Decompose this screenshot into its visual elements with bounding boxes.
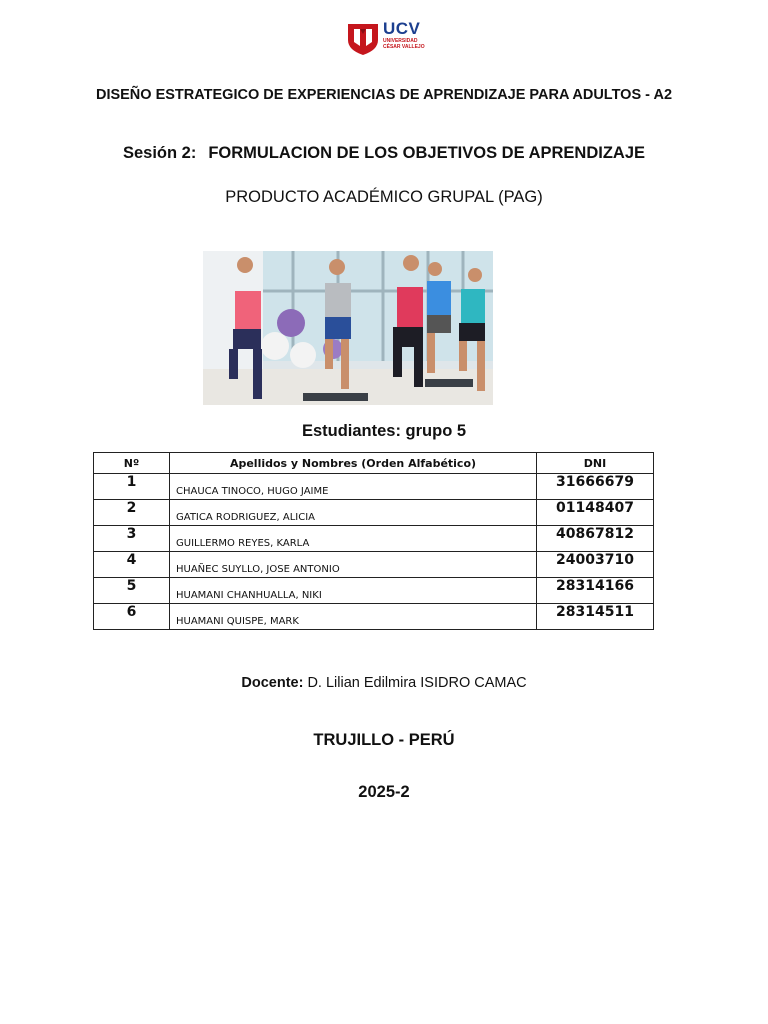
product-title: PRODUCTO ACADÉMICO GRUPAL (PAG) <box>225 188 543 206</box>
logo-text: UCV <box>383 19 421 38</box>
row-number: 4 <box>94 552 170 578</box>
student-name: HUAÑEC SUYLLO, JOSE ANTONIO <box>170 552 537 578</box>
ucv-shield-icon <box>346 20 382 56</box>
session-title: FORMULACION DE LOS OBJETIVOS DE APRENDIZAJE <box>208 144 646 162</box>
academic-period: 2025-2 <box>358 783 410 801</box>
students-heading: Estudiantes: grupo 5 <box>301 422 467 440</box>
session-label: Sesión 2: <box>122 144 197 162</box>
table-row <box>94 578 654 604</box>
logo-wordmark <box>383 20 425 50</box>
student-name: GATICA RODRIGUEZ, ALICIA <box>170 500 537 526</box>
row-number: 3 <box>94 526 170 552</box>
table-row <box>94 526 654 552</box>
students-table <box>93 452 654 630</box>
location: TRUJILLO - PERÚ <box>313 731 455 749</box>
row-number: 5 <box>94 578 170 604</box>
course-title: DISEÑO ESTRATEGICO DE EXPERIENCIAS DE APRENDIZAJE PARA ADULTOS - A2 <box>95 87 673 103</box>
row-number: 1 <box>94 474 170 500</box>
student-dni: 28314511 <box>537 604 654 630</box>
column-header-name: Apellidos y Nombres (Orden Alfabético) <box>170 453 537 474</box>
aerobics-class-photo <box>203 251 493 405</box>
student-name: HUAMANI CHANHUALLA, NIKI <box>170 578 537 604</box>
table-row <box>94 500 654 526</box>
student-name: GUILLERMO REYES, KARLA <box>170 526 537 552</box>
table-row <box>94 474 654 500</box>
student-name: CHAUCA TINOCO, HUGO JAIME <box>170 474 537 500</box>
student-dni: 28314166 <box>537 578 654 604</box>
session-heading <box>0 144 768 163</box>
docente-line <box>0 675 768 691</box>
row-number: 2 <box>94 500 170 526</box>
logo-subtext-2: CÉSAR VALLEJO <box>383 44 425 50</box>
student-name: HUAMANI QUISPE, MARK <box>170 604 537 630</box>
student-dni: 24003710 <box>537 552 654 578</box>
docente-name: D. Lilian Edilmira ISIDRO CAMAC <box>307 675 527 691</box>
table-header-row <box>94 453 654 474</box>
table-row <box>94 552 654 578</box>
student-dni: 31666679 <box>537 474 654 500</box>
student-dni: 01148407 <box>537 500 654 526</box>
docente-label: Docente: <box>241 675 304 691</box>
row-number: 6 <box>94 604 170 630</box>
column-header-number: Nº <box>94 453 170 474</box>
logo-subtext-1: UNIVERSIDAD <box>383 38 418 44</box>
column-header-dni: DNI <box>537 453 654 474</box>
student-dni: 40867812 <box>537 526 654 552</box>
table-row <box>94 604 654 630</box>
